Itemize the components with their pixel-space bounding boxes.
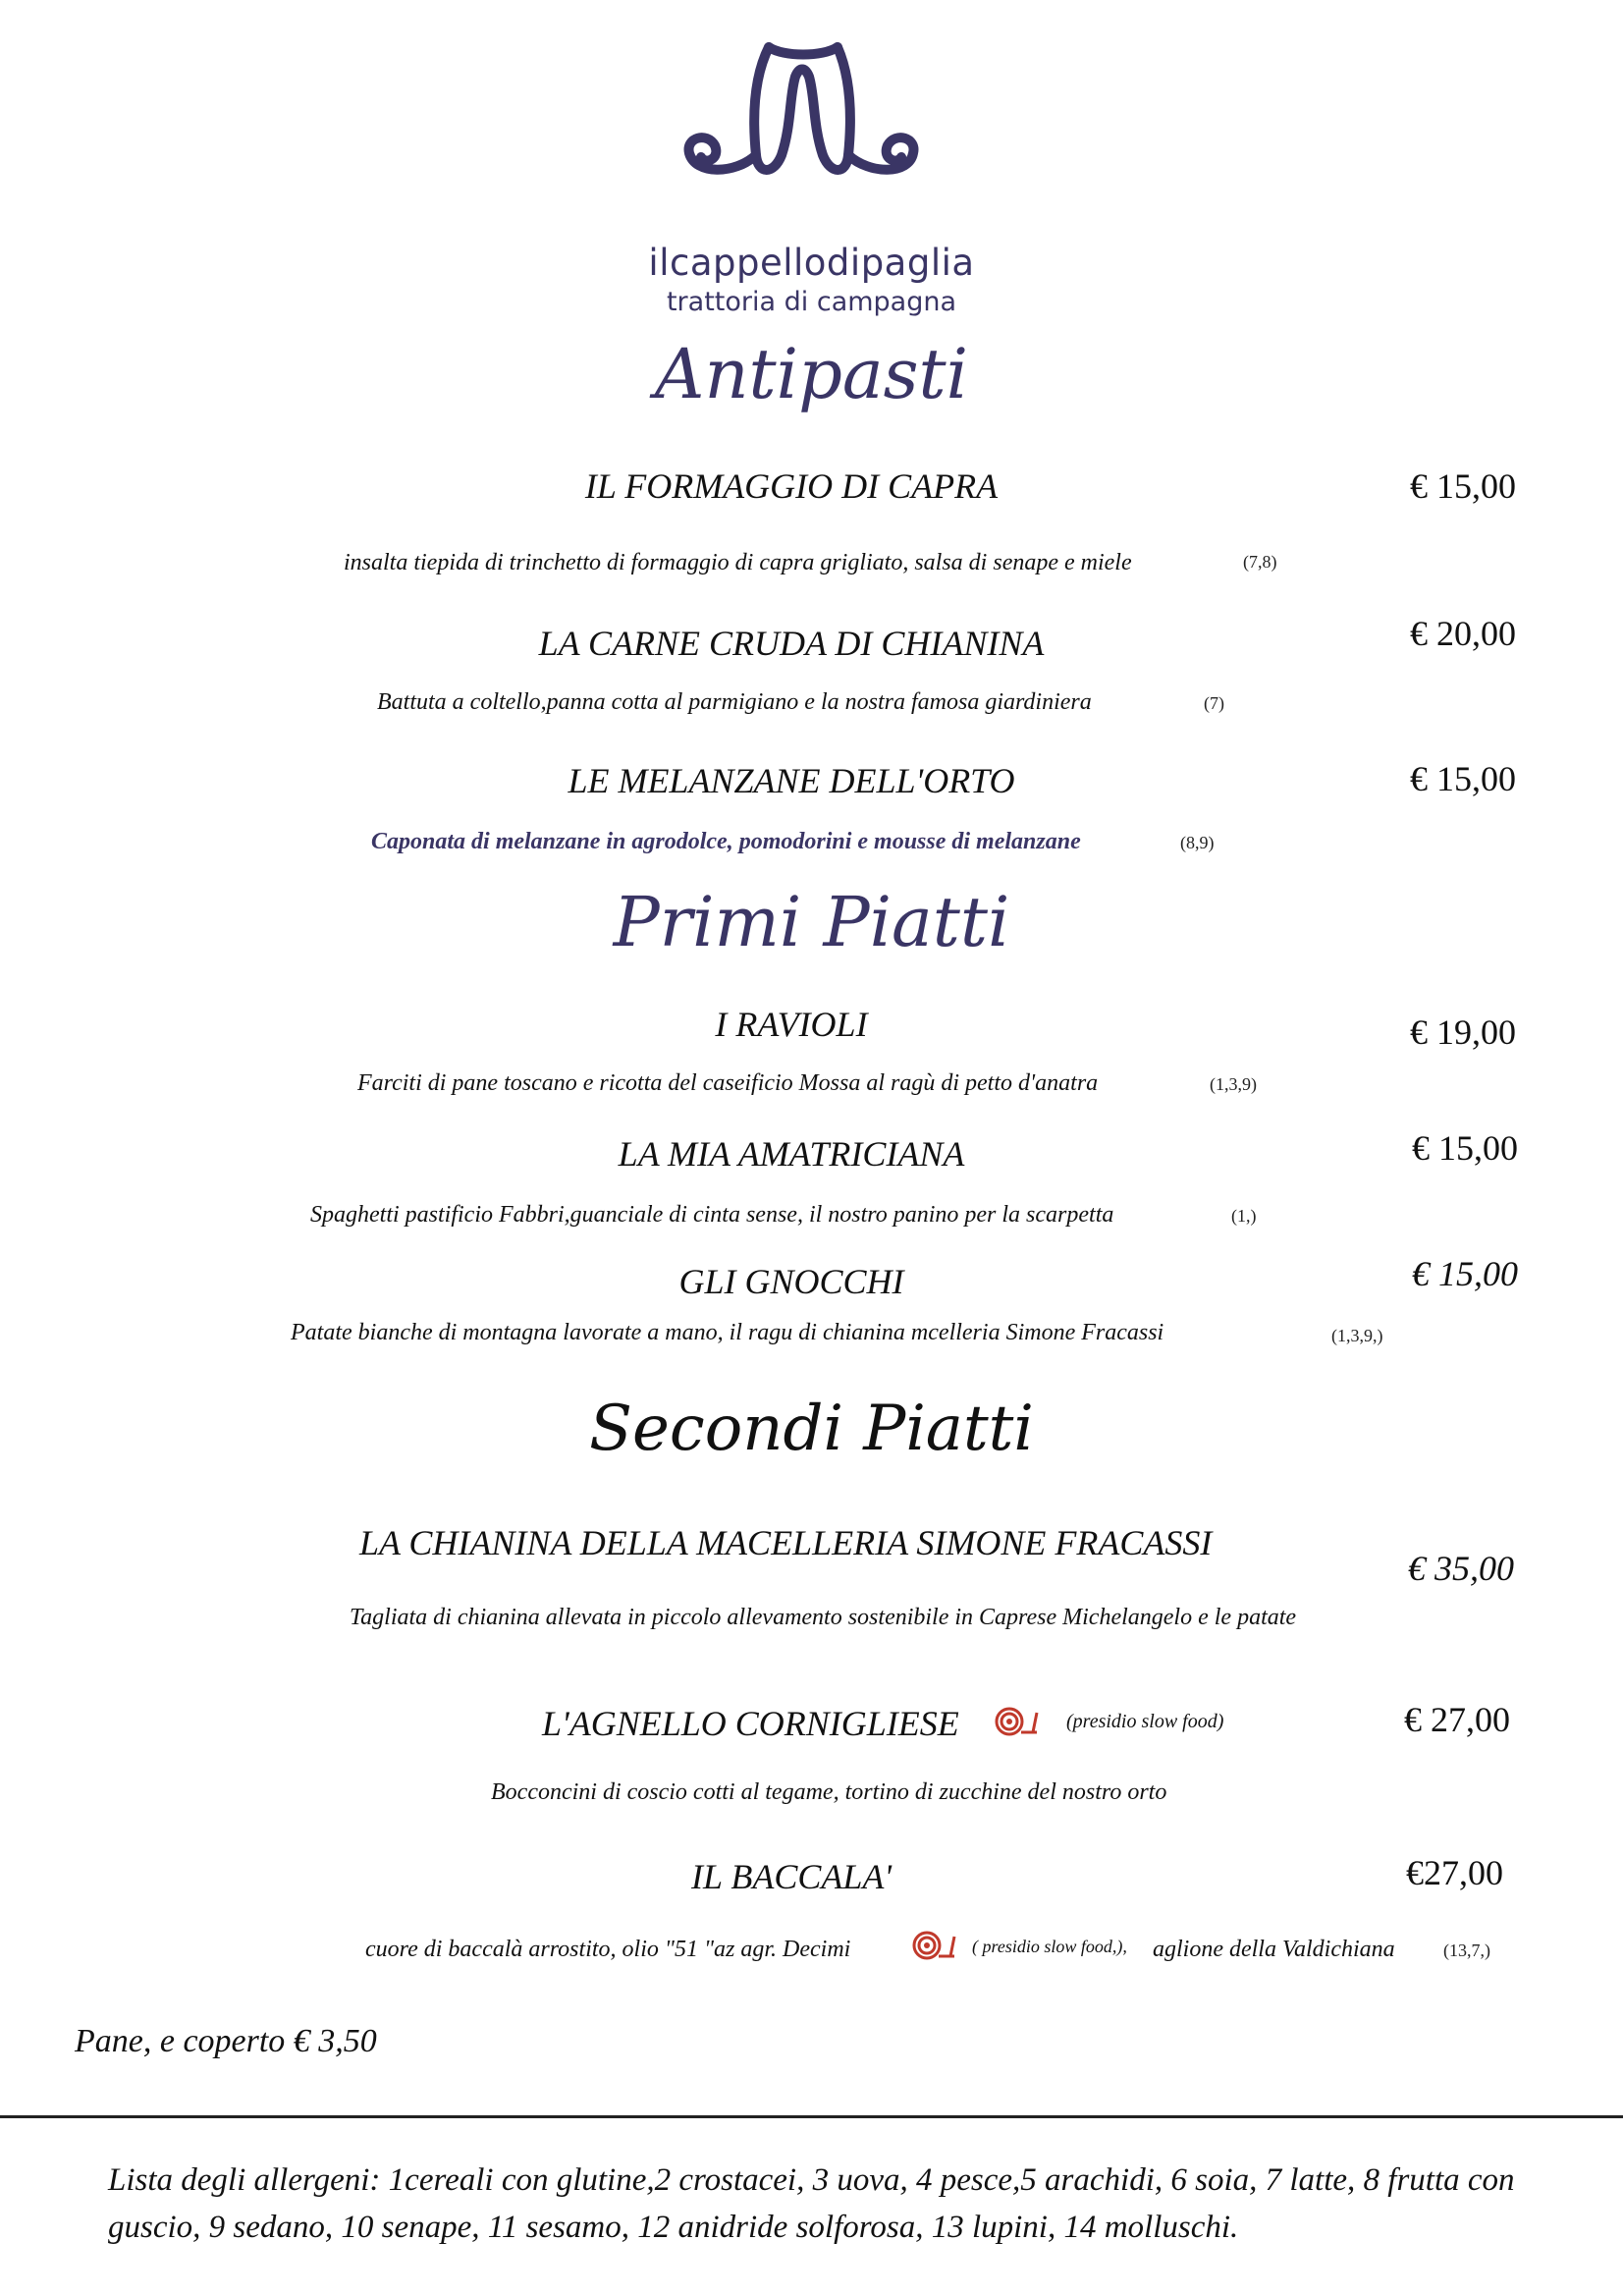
dish-description: cuore di baccalà arrostito, olio "51 "az agr. Decimi — [365, 1937, 851, 1962]
dish-name: L'AGNELLO CORNIGLIESE — [542, 1704, 959, 1743]
dish-allergens: (8,9) — [1180, 833, 1215, 852]
section-title-antipasti: Antipasti — [654, 334, 969, 414]
dish-price: € 15,00 — [1410, 466, 1516, 506]
dish-allergens: (1,) — [1231, 1206, 1257, 1226]
slow-food-note: ( presidio slow food,), — [972, 1937, 1127, 1956]
dish-allergens: (13,7,) — [1443, 1941, 1490, 1960]
dish-price: € 27,00 — [1404, 1700, 1510, 1739]
dish-price: € 19,00 — [1410, 1012, 1516, 1052]
brand-subtitle: trattoria di campagna — [666, 287, 957, 317]
dish-name: IL FORMAGGIO DI CAPRA — [584, 466, 999, 506]
dish-name: LE MELANZANE DELL'ORTO — [568, 761, 1015, 800]
brand-name: ilcappellodipaglia — [648, 242, 975, 284]
dish-price: € 20,00 — [1410, 614, 1516, 653]
dish-description: insalta tiepida di trinchetto di formaggio di capra grigliato, salsa di senape e miele — [344, 550, 1132, 575]
dish-description: Battuta a coltello,panna cotta al parmigiano e la nostra famosa giardiniera — [377, 689, 1092, 715]
slow-food-snail-icon — [994, 1707, 1039, 1736]
allergen-list: Lista degli allergeni: 1cereali con glutine,2 crostacei, 3 uova, 4 pesce,5 arachidi, 6 soia, 7 latte, 8 frutta con guscio, 9 sedano, 10 senape, 11 sesamo, 12 anidride solforosa, 13 lupini, 14 molluschi. — [108, 2162, 1515, 2245]
dish-description: Tagliata di chianina allevata in piccolo allevamento sostenibile in Caprese Michelangelo e le patate — [350, 1605, 1297, 1630]
dish-name: IL BACCALA' — [691, 1857, 893, 1896]
hat-logo-icon — [676, 37, 925, 185]
dish-description: Farciti di pane toscano e ricotta del caseificio Mossa al ragù di petto d'anatra — [357, 1070, 1099, 1096]
dish-price: € 15,00 — [1412, 1128, 1518, 1168]
section-title-primi: Primi Piatti — [613, 882, 1010, 962]
dish-description: Caponata di melanzane in agrodolce, pomodorini e mousse di melanzane — [371, 829, 1081, 854]
dish-allergens: (7) — [1204, 693, 1224, 713]
dish-description: Spaghetti pastificio Fabbri,guanciale di cinta sense, il nostro panino per la scarpetta — [310, 1202, 1114, 1228]
dish-description-continued: aglione della Valdichiana — [1153, 1937, 1395, 1962]
dish-name: I RAVIOLI — [715, 1005, 868, 1044]
dish-allergens: (7,8) — [1243, 552, 1277, 572]
dish-allergens: (1,3,9) — [1210, 1074, 1257, 1094]
dish-price: € 35,00 — [1408, 1549, 1514, 1588]
divider — [0, 2115, 1623, 2118]
cover-charge: Pane, e coperto € 3,50 — [75, 2023, 377, 2059]
section-title-secondi: Secondi Piatti — [589, 1393, 1034, 1465]
dish-allergens: (1,3,9,) — [1331, 1326, 1383, 1345]
slow-food-note: (presidio slow food) — [1066, 1711, 1224, 1732]
dish-name: GLI GNOCCHI — [678, 1262, 904, 1301]
dish-name: LA MIA AMATRICIANA — [618, 1134, 965, 1174]
dish-description: Patate bianche di montagna lavorate a mano, il ragu di chianina mcelleria Simone Fracassi — [291, 1320, 1164, 1345]
dish-name: LA CARNE CRUDA DI CHIANINA — [538, 624, 1045, 663]
dish-price: €27,00 — [1406, 1853, 1503, 1892]
slow-food-snail-icon — [911, 1931, 956, 1960]
dish-name: LA CHIANINA DELLA MACELLERIA SIMONE FRACASSI — [359, 1523, 1213, 1562]
dish-price: € 15,00 — [1412, 1254, 1518, 1293]
dish-price: € 15,00 — [1410, 759, 1516, 798]
dish-description: Bocconcini di coscio cotti al tegame, tortino di zucchine del nostro orto — [491, 1779, 1167, 1805]
